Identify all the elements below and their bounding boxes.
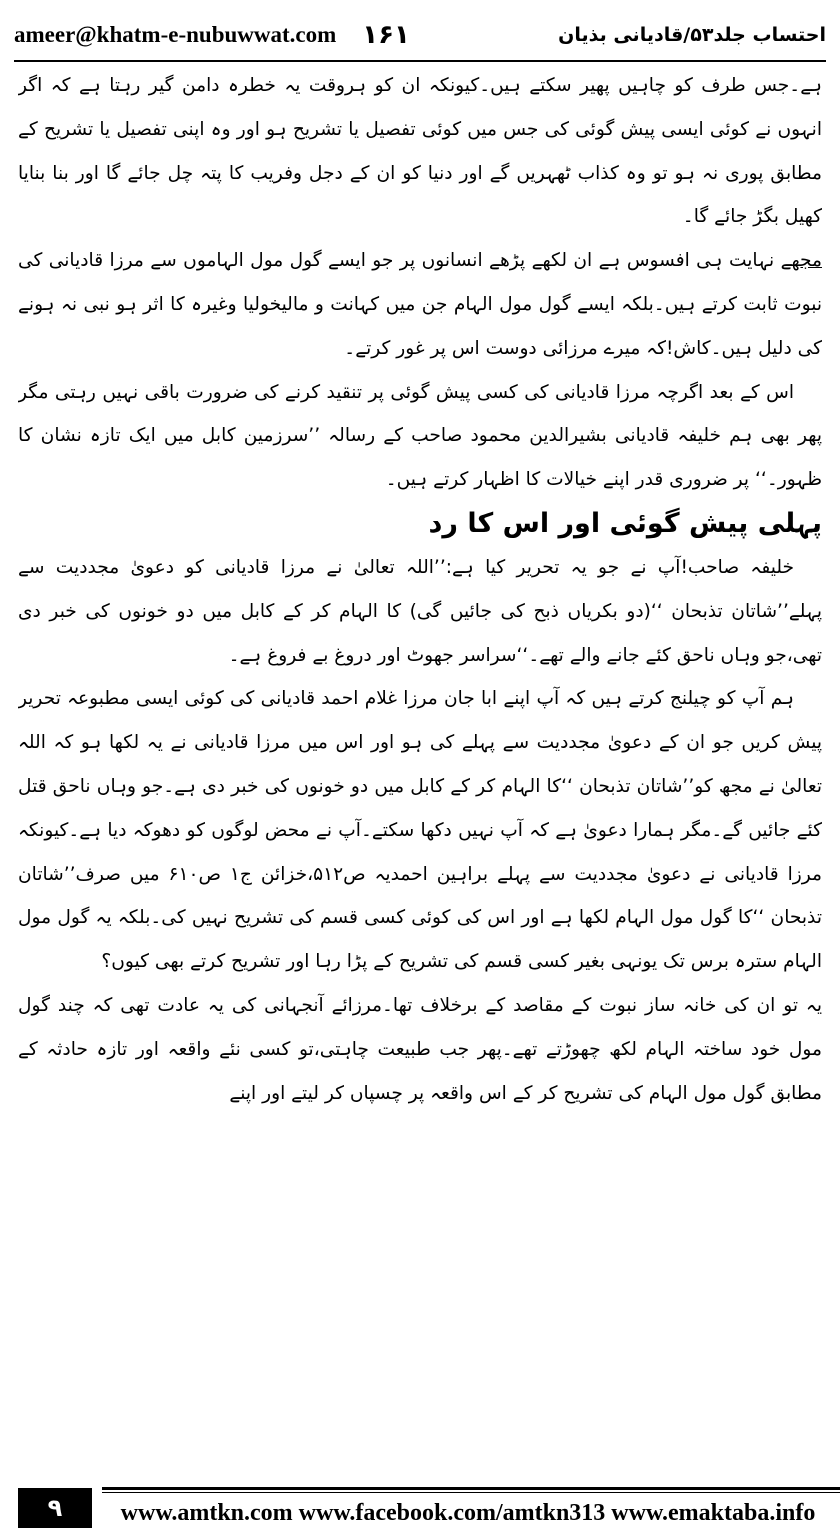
section-heading: پہلی پیش گوئی اور اس کا رد — [428, 507, 822, 539]
paragraph-2 — [18, 239, 822, 370]
paragraph-2-lead: مجھے — [780, 250, 822, 272]
header-page-number: ۱۶۱ — [362, 20, 410, 50]
header-rule — [14, 60, 826, 62]
paragraph-2-rest: نہایت ہی افسوس ہے ان لکھے پڑھے انسانوں پر جو ایسے گول مول الہاموں سے مرزا قادیانی کی نبوت ثابت کرتے ہیں۔بلکہ ایسے گول مول الہام جن میں کہانت و مالیخولیا وغیرہ کا اثر ہو نبی نہ ہونے کی دلیل ہیں۔کاش!کہ میرے مرزائی دوست اس پر غور کرتے۔ — [18, 250, 822, 359]
footer-folio: ۹ — [18, 1488, 92, 1528]
paragraph-4: خلیفہ صاحب!آپ نے جو یہ تحریر کیا ہے:’’اللہ تعالیٰ نے مرزا قادیانی کو دعویٰ مجددیت سے پہلے’’شاتان تذبحان ‘‘(دو بکریاں ذبح کی جائیں گی) کا الہام کر کے کابل میں دو خونوں کی خبر دی تھی،جو وہاں ناحق کئے جانے والے تھے۔‘‘سراسر جھوٹ اور دروغ بے فروغ ہے۔ — [18, 556, 822, 666]
page-header — [14, 14, 826, 56]
footer-rule-thin — [102, 1492, 840, 1493]
footer-links[interactable]: www.amtkn.com www.facebook.com/amtkn313 www.emaktaba.info — [120, 1499, 816, 1526]
header-book-title: احتساب جلد۵۳/قادیانی بذیان — [558, 24, 826, 46]
paragraph-5: ہم آپ کو چیلنج کرتے ہیں کہ آپ اپنے ابا جان مرزا غلام احمد قادیانی کی کوئی ایسی مطبوعہ تحریر پیش کریں جو ان کے دعویٰ مجددیت سے پہلے کی ہو اور اس میں مرزا قادیانی نے یہ لکھا ہو کہ اللہ تعالیٰ نے مجھ کو’’شاتان تذبحان ‘‘کا الہام کر کے کابل میں دو خونوں کی خبر دی ہے۔جو وہاں ناحق قتل کئے جائیں گے۔مگر ہمارا دعویٰ ہے کہ آپ نہیں دکھا سکتے۔آپ نے محض لوگوں کو دھوکہ دیا ہے۔کیونکہ مرزا قادیانی نے دعویٰ مجددیت سے پہلے براہین احمدیہ ص۵۱۲،خزائن ج۱ ص۶۱۰ میں صرف’’شاتان تذبحان ‘‘کا گول مول الہام لکھا ہے اور اس کی کوئی کسی قسم کی تشریح نہیں کی۔بلکہ یہ گول مول الہام سترہ برس تک یونہی بغیر کسی قسم کی تشریح کے پڑا رہا اور تشریح کرتے بھی کیوں؟ — [18, 688, 822, 973]
footer-rule — [102, 1487, 840, 1490]
paragraph-3: اس کے بعد اگرچہ مرزا قادیانی کی کسی پیش گوئی پر تنقید کرنے کی ضرورت باقی نہیں رہتی مگر پھر بھی ہم خلیفہ قادیانی بشیرالدین محمود صاحب کے رسالہ ’’سرزمین کابل میں ایک تازہ نشان کا ظہور۔‘‘ پر ضروری قدر اپنے خیالات کا اظہار کرتے ہیں۔ — [18, 381, 822, 491]
paragraph-1: ہے۔جس طرف کو چاہیں پھیر سکتے ہیں۔کیونکہ ان کو ہروقت یہ خطرہ دامن گیر رہتا ہے کہ اگر انہوں نے کوئی ایسی پیش گوئی کی جس میں کوئی تفصیل یا تشریح ہو اور وہ اپنی تفصیل یا تشریح کے مطابق پوری نہ ہو تو وہ کذاب ٹھہریں گے اور دنیا کو ان کے دجل وفریب کا پتہ چل جائے گا اور بنا بنایا کھیل بگڑ جائے گا۔ — [18, 75, 822, 228]
header-email: ameer@khatm-e-nubuwwat.com — [14, 22, 337, 47]
paragraph-6: یہ تو ان کی خانہ ساز نبوت کے مقاصد کے برخلاف تھا۔مرزائے آنجہانی کی یہ عادت تھی کہ چند گول مول خود ساختہ الہام لکھ چھوڑتے تھے۔پھر جب طبیعت چاہتی،تو کسی نئے واقعہ اور تازہ حادثہ کے مطابق گول مول الہام کی تشریح کر کے اس واقعہ پر چسپاں کر لیتے اور اپنے — [18, 994, 822, 1104]
page-body — [18, 64, 822, 1474]
header-left — [14, 20, 410, 50]
